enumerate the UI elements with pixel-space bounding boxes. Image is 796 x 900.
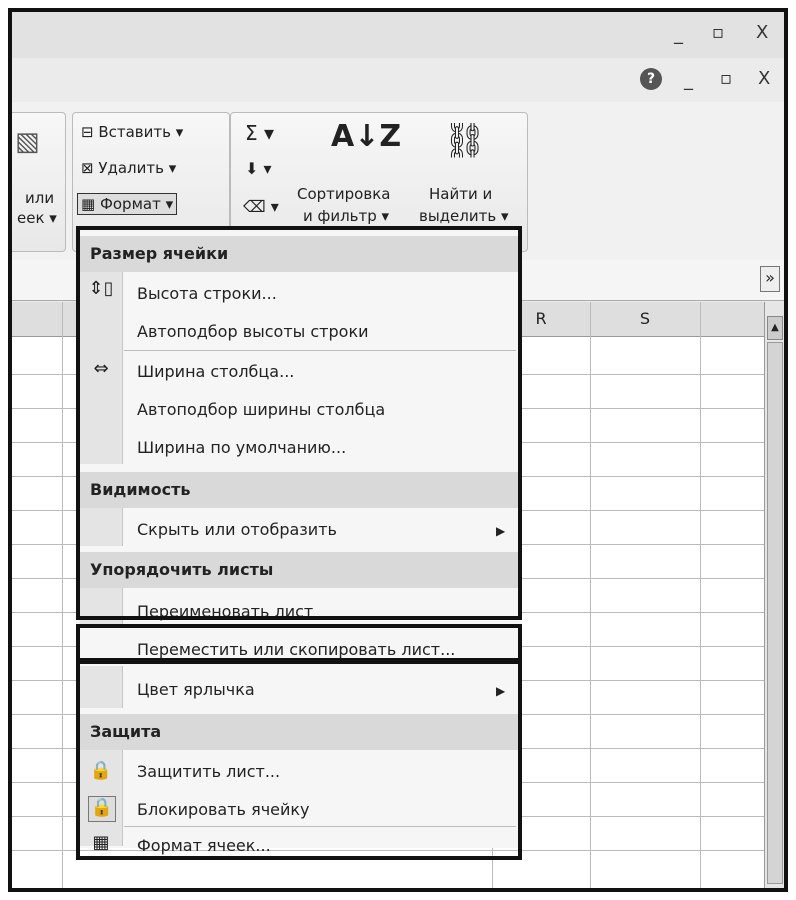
section-protection: Защита xyxy=(80,714,518,750)
delete-label: Удалить xyxy=(98,159,164,177)
find-select-line2[interactable]: выделить ▾ xyxy=(419,207,509,225)
insert-icon: ⊟ xyxy=(81,123,99,141)
fill-down-icon: ⬇ xyxy=(245,159,259,178)
column-width-icon: ⇔ xyxy=(93,358,109,379)
format-button[interactable]: ▦ Формат ▾ xyxy=(77,193,177,215)
highlight-frame xyxy=(76,660,522,860)
column-header-s[interactable]: S xyxy=(590,302,701,337)
column-header[interactable] xyxy=(700,302,765,337)
format-label: Формат xyxy=(99,195,161,213)
sort-filter-line2[interactable]: и фильтр ▾ xyxy=(303,207,390,225)
highlight-frame xyxy=(76,226,522,620)
clear-button[interactable]: ⌫ ▾ xyxy=(243,197,279,216)
expand-formula-button[interactable]: » xyxy=(760,266,780,292)
doc-restore-button[interactable]: ▫ xyxy=(720,68,733,89)
column-header-r[interactable]: R xyxy=(492,302,591,337)
doc-minimize-button[interactable]: _ xyxy=(684,70,693,91)
section-visibility: Видимость xyxy=(80,472,518,508)
menu-item-hide-show[interactable]: Скрыть или отобразить xyxy=(137,520,337,539)
vertical-scrollbar[interactable] xyxy=(764,302,785,888)
submenu-arrow-icon: ▶ xyxy=(496,684,506,698)
menu-item-format-cells[interactable]: Формат ячеек... xyxy=(137,836,271,855)
protect-sheet-icon: 🔒 xyxy=(89,760,113,781)
delete-button[interactable]: ⊠ Удалить ▾ xyxy=(81,159,177,177)
lock-cell-icon: 🔒 xyxy=(88,796,116,822)
menu-item-default-width[interactable]: Ширина по умолчанию... xyxy=(137,438,347,457)
help-icon[interactable]: ? xyxy=(640,68,662,90)
cell-styles-label-1[interactable]: или xyxy=(25,189,55,207)
document-title-bar xyxy=(12,58,784,102)
format-cells-icon: ▦ xyxy=(92,832,110,853)
doc-close-button[interactable]: X xyxy=(758,68,771,89)
scroll-up-arrow-icon[interactable]: ▲ xyxy=(767,316,783,340)
autosum-button[interactable]: Σ ▾ xyxy=(245,121,275,145)
section-arrange-sheets: Упорядочить листы xyxy=(80,552,518,588)
find-select-line1[interactable]: Найти и xyxy=(429,185,493,203)
eraser-icon: ⌫ xyxy=(243,197,266,216)
menu-item-tab-color[interactable]: Цвет ярлычка xyxy=(137,680,255,699)
row-height-icon: ⇕▯ xyxy=(88,278,114,299)
menu-item-autofit-column[interactable]: Автоподбор ширины столбца xyxy=(137,400,386,419)
insert-label: Вставить xyxy=(98,123,171,141)
app-title-bar xyxy=(12,12,784,58)
styles-group-partial xyxy=(8,112,66,252)
column-header[interactable] xyxy=(12,302,63,337)
format-icon: ▦ xyxy=(81,195,100,213)
menu-item-lock-cell[interactable]: Блокировать ячейку xyxy=(137,800,310,819)
menu-item-row-height[interactable]: Высота строки... xyxy=(137,284,277,303)
app-close-button[interactable]: X xyxy=(756,22,769,43)
menu-item-rename-sheet[interactable]: Переименовать лист xyxy=(137,602,314,621)
delete-icon: ⊠ xyxy=(81,159,99,177)
menu-item-protect-sheet[interactable]: Защитить лист... xyxy=(137,762,281,781)
menu-item-autofit-row[interactable]: Автоподбор высоты строки xyxy=(137,322,369,341)
sort-filter-line1[interactable]: Сортировка xyxy=(297,185,391,203)
submenu-arrow-icon: ▶ xyxy=(496,524,506,538)
menu-item-move-copy-sheet[interactable]: Переместить или скопировать лист... xyxy=(137,640,456,659)
binoculars-icon[interactable]: ⛓ xyxy=(443,121,487,161)
menu-item-column-width[interactable]: Ширина столбца... xyxy=(137,362,295,381)
fill-button[interactable]: ⬇ ▾ xyxy=(245,159,272,178)
sigma-icon: Σ xyxy=(245,121,258,145)
section-cell-size: Размер ячейки xyxy=(80,236,518,272)
app-restore-button[interactable]: ▫ xyxy=(712,22,725,43)
cell-styles-label-2[interactable]: еек ▾ xyxy=(17,209,57,227)
insert-button[interactable]: ⊟ Вставить ▾ xyxy=(81,123,184,141)
excel-window xyxy=(8,8,788,892)
sort-az-icon[interactable]: A↓Z xyxy=(331,119,402,154)
scroll-thumb[interactable] xyxy=(767,342,783,884)
app-minimize-button[interactable]: _ xyxy=(674,24,683,45)
highlight-frame xyxy=(76,624,522,662)
cell-styles-icon[interactable]: ▧ xyxy=(15,127,40,157)
